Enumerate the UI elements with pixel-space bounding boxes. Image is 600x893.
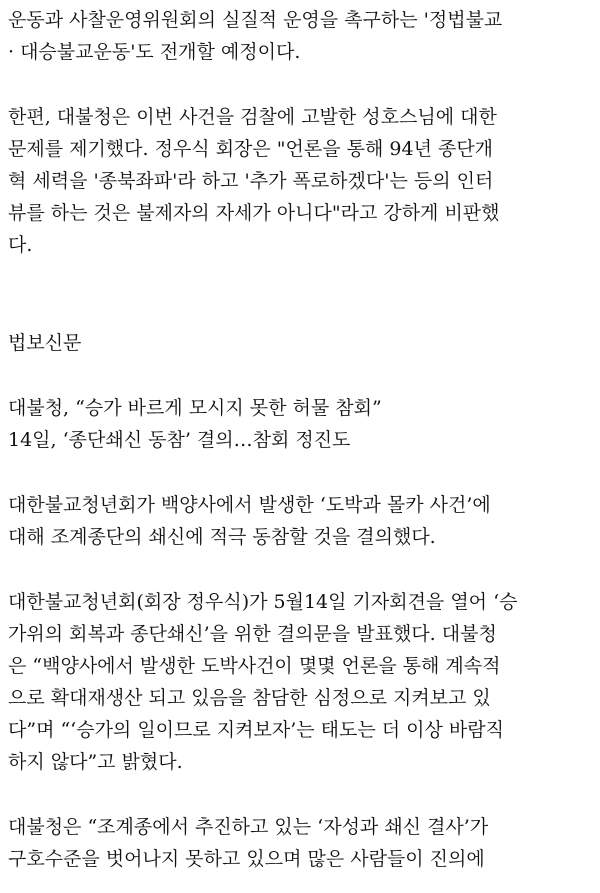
- text-line: 은 “백양사에서 발생한 도박사건이 몇몇 언론을 통해 계속적: [8, 655, 501, 677]
- text-line: 구호수준을 벗어나지 못하고 있으며 많은 사람들이 진의에: [8, 848, 485, 870]
- article-subheadline: 14일, ‘종단쇄신 동참’ 결의…참회 정진도: [8, 429, 351, 451]
- text-line: 문제를 제기했다. 정우식 회장은 "언론을 통해 94년 종단개: [8, 138, 494, 160]
- text-line: 가위의 회복과 종단쇄신’을 위한 결의문을 발표했다. 대불청: [8, 623, 497, 645]
- text-line: 운동과 사찰운영위원회의 실질적 운영을 촉구하는 '정법불교: [8, 9, 503, 31]
- text-line: 대불청은 “조계종에서 추진하고 있는 ‘자성과 쇄신 결사’가: [8, 816, 489, 838]
- text-line: 대한불교청년회가 백양사에서 발생한 ‘도박과 몰카 사건’에: [8, 494, 491, 516]
- text-line: 한편, 대불청은 이번 사건을 검찰에 고발한 성호스님에 대한: [8, 106, 497, 128]
- text-line: 다”며 “‘승가의 일이므로 지켜보자’는 태도는 더 이상 바람직: [8, 719, 504, 741]
- text-line: 으로 확대재생산 되고 있음을 참담한 심정으로 지켜보고 있: [8, 687, 491, 709]
- article-headline: 대불청, “승가 바르게 모시지 못한 허물 참회”: [8, 397, 382, 419]
- source-label: 법보신문: [8, 332, 82, 354]
- text-line: · 대승불교운동'도 전개할 예정이다.: [8, 41, 301, 63]
- text-line: 대한불교청년회(회장 정우식)가 5월14일 기자회견을 열어 ‘승: [8, 591, 518, 613]
- text-line: 대해 조계종단의 쇄신에 적극 동참할 것을 결의했다.: [8, 526, 436, 548]
- text-line: 뷰를 하는 것은 불제자의 자세가 아니다"라고 강하게 비판했: [8, 202, 500, 224]
- text-line: 혁 세력을 '종북좌파'라 하고 '추가 폭로하겠다'는 등의 인터: [8, 170, 494, 192]
- text-line: 하지 않다”고 밝혔다.: [8, 751, 183, 773]
- text-line: 다.: [8, 234, 33, 256]
